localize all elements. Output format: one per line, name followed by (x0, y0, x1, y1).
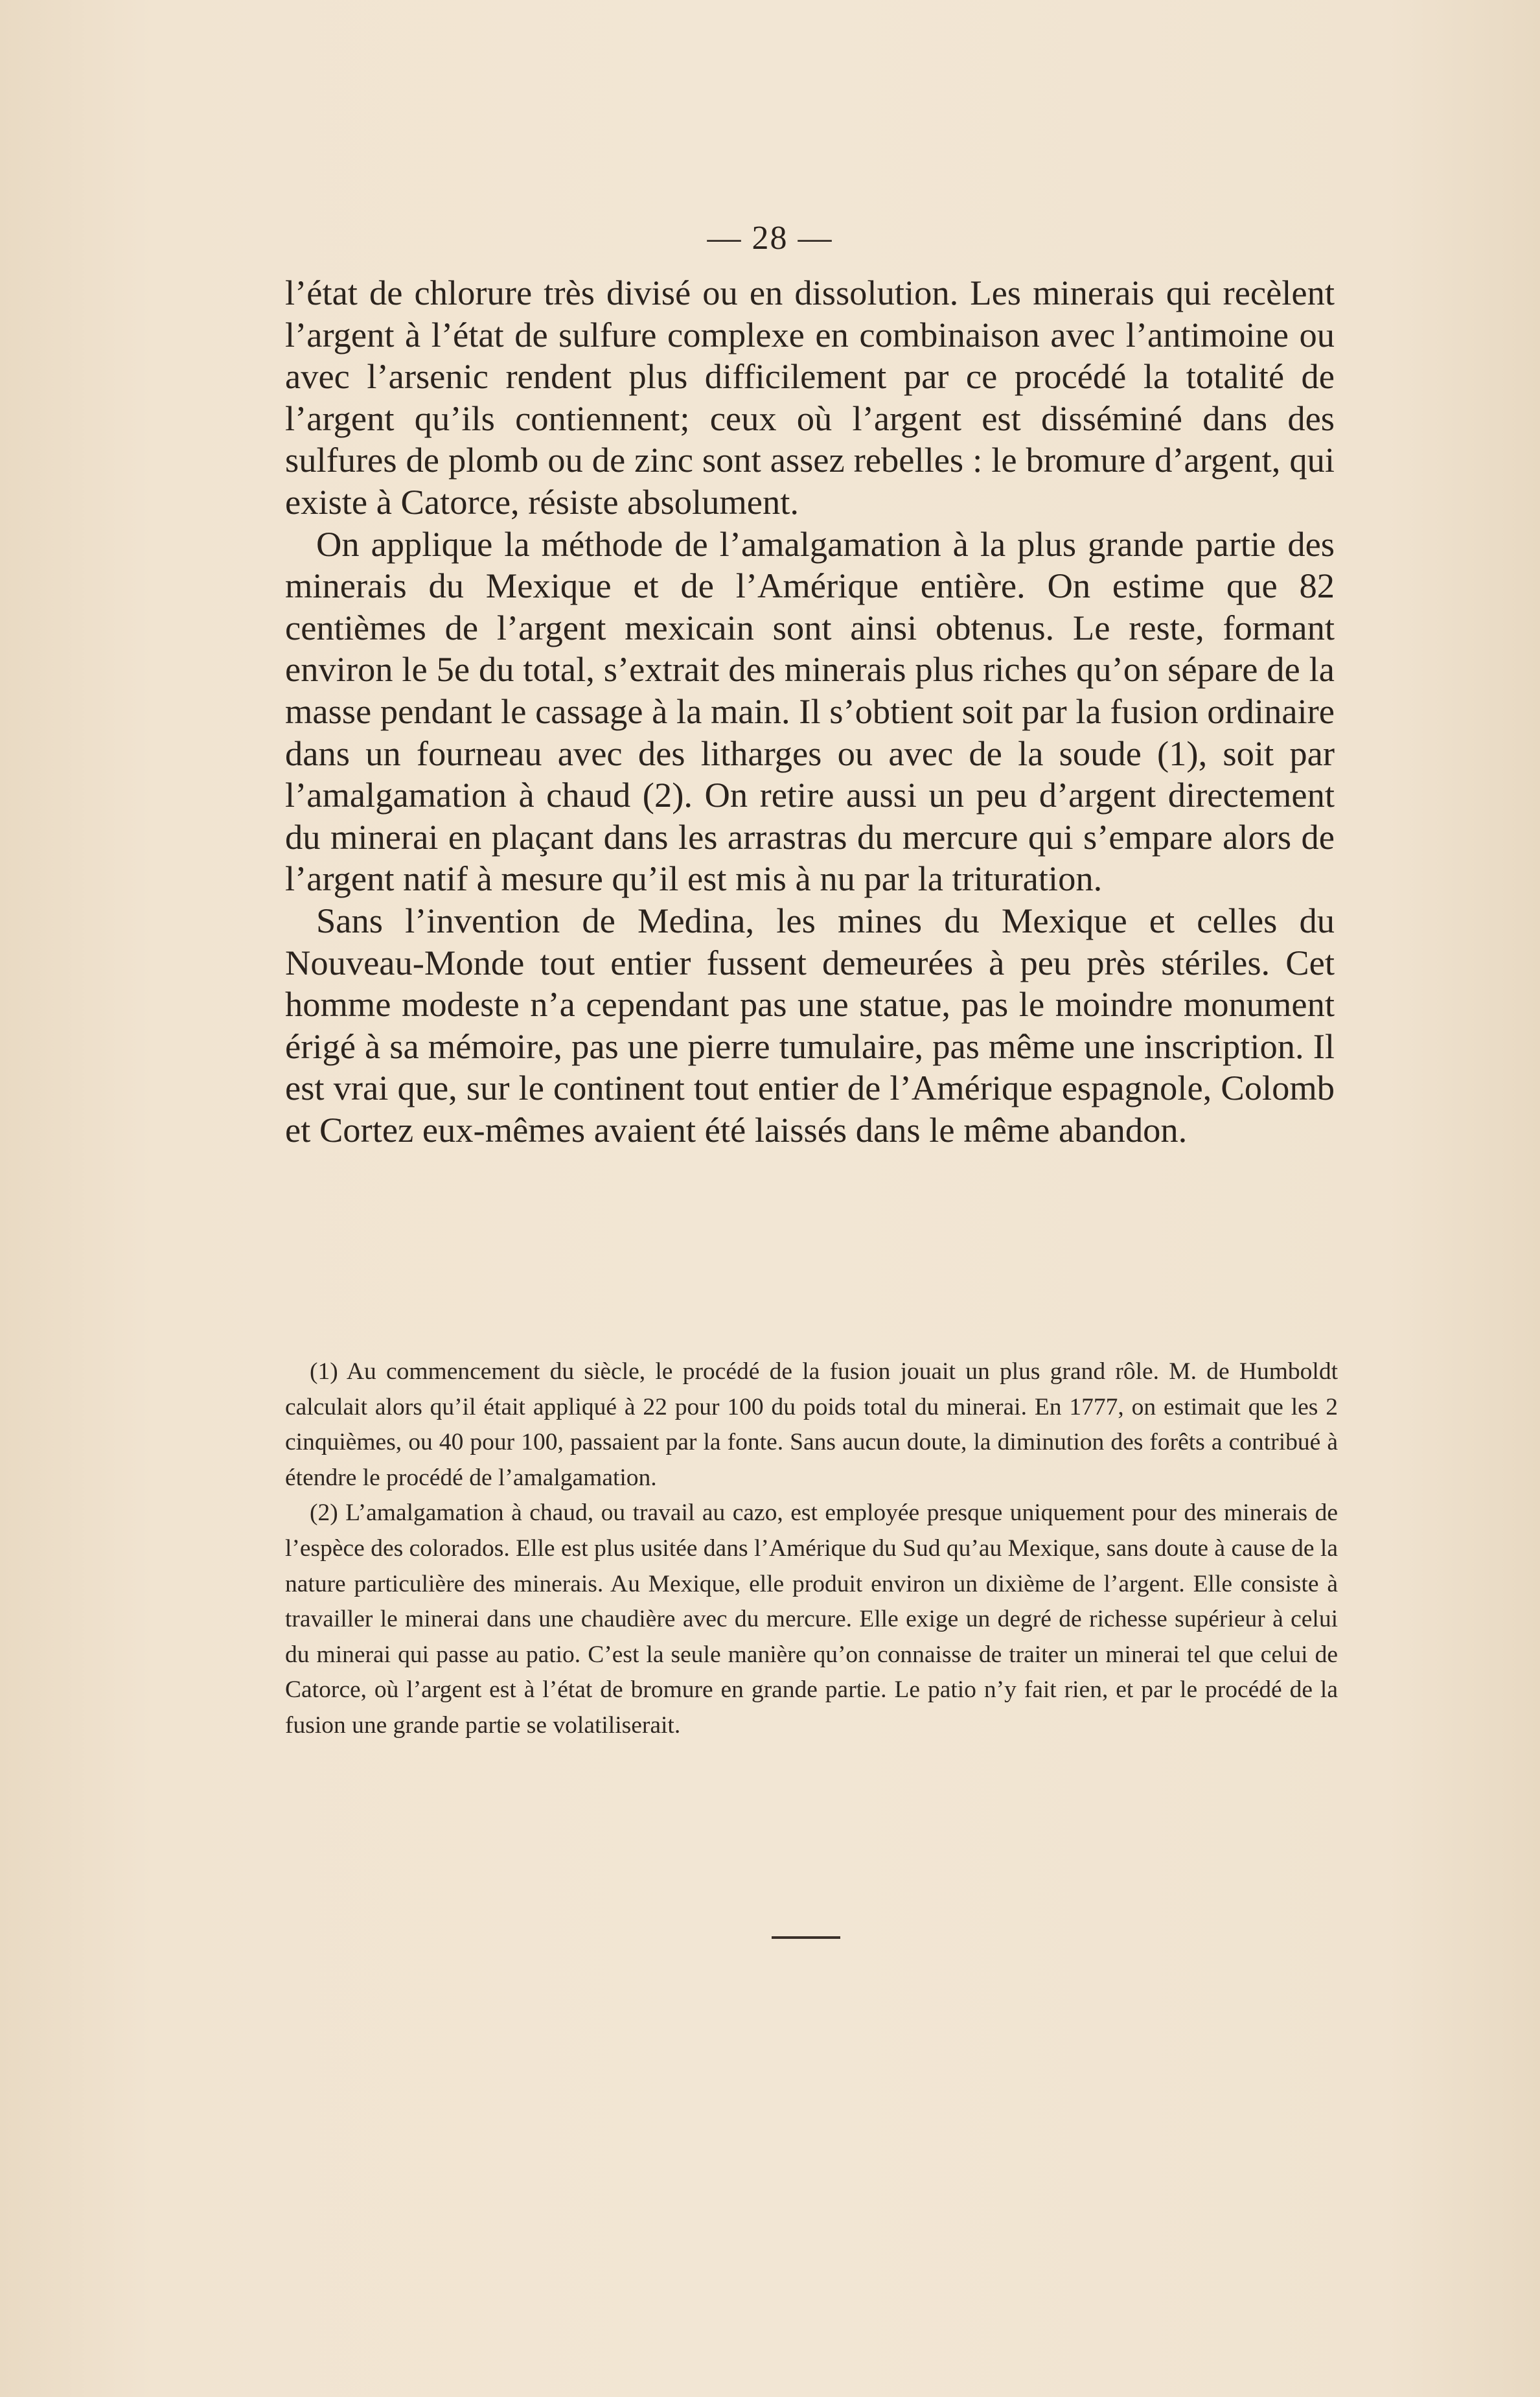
end-rule (772, 1936, 840, 1939)
paragraph: On applique la méthode de l’amalgamation à la plus grande partie des minerais du Mexique et de l’Amérique entière. On estime que 82 centièmes de l’argent mexicain sont ainsi obtenus. Le reste, formant environ le 5e du total, s’extrait des minerais plus riches qu’on sépare de la masse pendant le cassage à la main. Il s’obtient soit par la fusion ordinaire dans un fourneau avec des litharges ou avec de la soude (1), soit par l’amalgamation à chaud (2). On retire aussi un peu d’argent directement du minerai en plaçant dans les arrastras du mercure qui s’empare alors de l’argent natif à mesure qu’il est mis à nu par la trituration. (285, 524, 1335, 899)
footnotes (285, 1354, 1338, 1744)
paragraph: l’état de chlorure très divisé ou en dissolution. Les minerais qui recèlent l’argent à l’état de sulfure complexe en combinaison avec l’antimoine ou avec l’arsenic rendent plus difficilement par ce procédé la totalité de l’argent qu’ils contiennent; ceux où l’argent est disséminé dans des sulfures de plomb ou de zinc sont assez rebelles : le bromure d’argent, qui existe à Catorce, résiste absolument. (285, 273, 1335, 522)
footnote: (1) Au commencement du siècle, le procédé de la fusion jouait un plus grand rôle. M. de Humboldt calculait alors qu’il était appliqué à 22 pour 100 du poids total du minerai. En 1777, on estimait que les 2 cinquièmes, ou 40 pour 100, passaient par la fonte. Sans aucun doute, la diminution des forêts a contribué à étendre le procédé de l’amalgamation. (285, 1358, 1338, 1491)
paragraph: Sans l’invention de Medina, les mines du Mexique et celles du Nouveau-Monde tout entier fussent demeurées à peu près stériles. Cet homme modeste n’a cependant pas une statue, pas le moindre monument érigé à sa mémoire, pas une pierre tumulaire, pas même une inscription. Il est vrai que, sur le continent tout entier de l’Amérique espagnole, Colomb et Cortez eux-mêmes avaient été laissés dans le même abandon. (285, 900, 1335, 1150)
footnote: (2) L’amalgamation à chaud, ou travail au cazo, est employée presque uniquement pour des minerais de l’espèce des colorados. Elle est plus usitée dans l’Amérique du Sud qu’au Mexique, sans doute à cause de la nature particulière des minerais. Au Mexique, elle produit environ un dixième de l’argent. Elle consiste à travailler le minerai dans une chaudière avec du mercure. Elle exige un degré de richesse supérieur à celui du minerai qui passe au patio. C’est la seule manière qu’on connaisse de traiter un minerai tel que celui de Catorce, où l’argent est à l’état de bromure en grande partie. Le patio n’y fait rien, et par le procédé de la fusion une grande partie se volatiliserait. (285, 1500, 1338, 1739)
page-number: — 28 — (707, 220, 833, 257)
main-text (285, 272, 1335, 1151)
